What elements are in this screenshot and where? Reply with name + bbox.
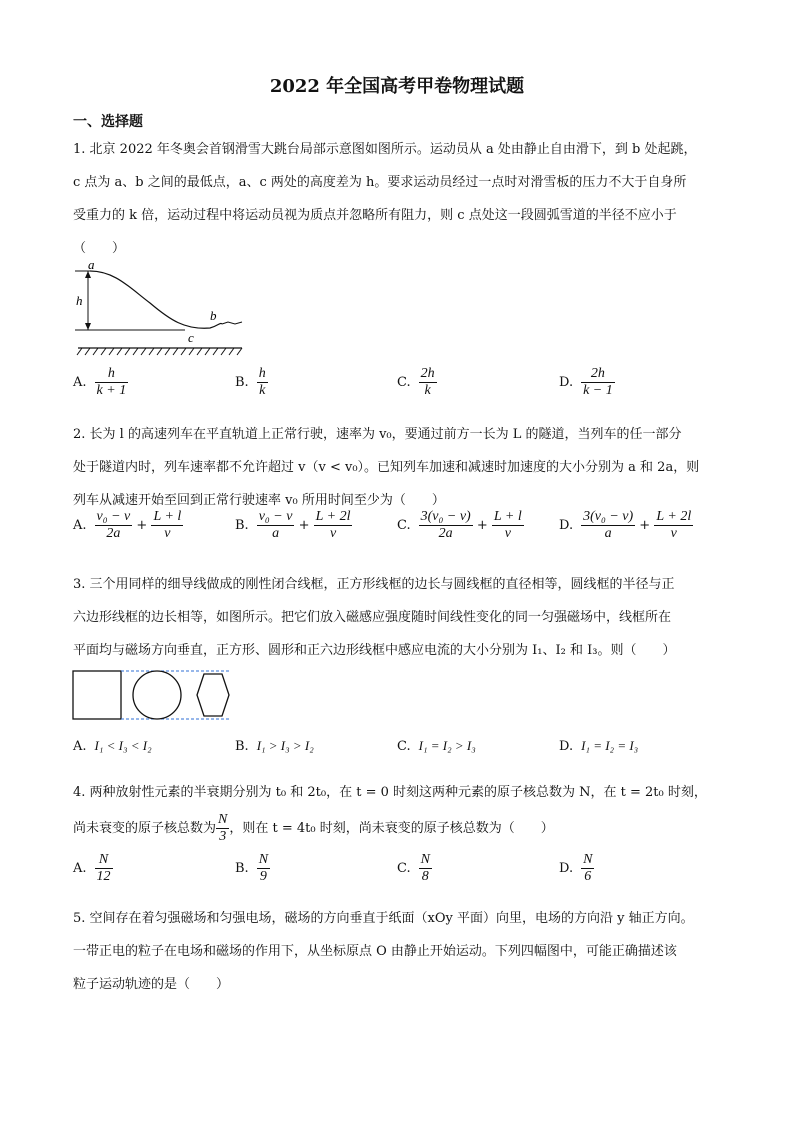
label-c: c [188,330,194,345]
option-expression: I₁ < I₃ < I₂ [94,738,152,753]
hexagon-frame [197,674,229,716]
fraction-denominator: v [329,526,337,541]
exam-title: 2022 年全国高考甲卷物理试题 [269,76,525,97]
fraction-denominator: 12 [96,869,111,884]
fraction-denominator: 6 [584,869,592,884]
option-a[interactable] [73,852,113,885]
fraction-numerator: L + l [153,509,182,524]
option-label: D. [559,739,574,754]
fraction-denominator: k + 1 [96,383,127,398]
option-b[interactable] [235,738,314,754]
fraction-numerator: h [95,366,129,383]
question-1-line: 1. 北京 2022 年冬奥会首钢滑雪大跳台局部示意图如图所示。运动员从 a 处由静止自由滑下，到 b 处起跳， [73,142,697,157]
option-label: C. [397,375,411,390]
fraction-numerator: v₀ − v [258,509,293,524]
option-label: A. [73,518,87,533]
fraction-numerator: N [258,852,269,867]
question-2-line: 处于隧道内时，列车速率都不允许超过 v（v < v₀）。已知列车加速和减速时加速度的大小分别为 a 和 2a，则 [73,460,700,475]
fraction-numerator: 2h [420,366,435,381]
wire-frames-figure [70,666,240,724]
question-3-line: 六边形线框的边长相等，如图所示。把它们放入磁感应强度随时间线性变化的同一匀强磁场中，线框所在 [73,610,672,625]
option-label: C. [397,861,411,876]
question-3-line: 3. 三个用同样的细导线做成的刚性闭合线框，正方形线框的边长与圆线框的直径相等，圆线框的半径与正 [73,577,675,592]
fraction-denominator: k [259,383,266,398]
option-label: A. [73,861,87,876]
question-2-text [73,418,723,517]
fraction-denominator: 2a [438,526,453,541]
question-5-line: 一带正电的粒子在电场和磁场的作用下，从坐标原点 O 由静止开始运动。下列四幅图中，可能正确描述该 [73,944,677,959]
option-expression: I₁ = I₂ > I₃ [418,738,476,753]
question-3-line: 平面均与磁场方向垂直，正方形、圆形和正六边形线框中感应电流的大小分别为 I₁、I₂ 和 I₃。则（ ） [73,643,676,658]
section-heading: 一、选择题 [73,114,143,130]
option-label: C. [397,518,411,533]
question-1-line: c 点为 a、b 之间的最低点，a、c 两处的高度差为 h。要求运动员经过一点时对滑雪板的压力不大于自身所 [73,175,687,190]
fraction-numerator: 3(v₀ − v) [420,509,471,524]
label-a: a [88,258,95,272]
fraction-denominator: 2a [106,526,121,541]
option-c[interactable]: C. $\frac{\text{3(v₀ − v)}}{2a}$ + $\frac{L + l}{v}$ [397,509,522,541]
fraction-numerator: L + 2l [315,509,351,524]
option-d[interactable] [559,738,638,754]
question-2-line: 列车从减速开始至回到正常行驶速率 v₀ 所用时间至少为（ ） [73,493,445,508]
fraction-numerator: L + 2l [656,509,692,524]
option-b[interactable] [235,852,270,885]
question-1-text [73,133,723,265]
option-label: C. [397,739,411,754]
question-3-text [73,568,723,667]
fraction-denominator: 9 [259,869,267,884]
option-label: D. [559,375,574,390]
question-4-line-2 [73,812,554,845]
question-2-options [73,509,733,559]
option-label: D. [559,518,574,533]
question-5-line: 5. 空间存在着匀强磁场和匀强电场，磁场的方向垂直于纸面（xOy 平面）向里，电场的方向沿 y 轴正方向。 [73,911,694,926]
option-label: B. [235,518,249,533]
circle-frame [133,671,181,719]
fraction-denominator: 3 [219,829,227,844]
fraction-denominator: a [272,526,280,541]
option-label: B. [235,861,249,876]
option-label: D. [559,861,574,876]
question-1-options [73,366,733,416]
fraction-numerator: N [583,852,593,867]
option-d[interactable] [559,852,594,885]
fraction-denominator: v [670,526,677,541]
question-2-line: 2. 长为 l 的高速列车在平直轨道上正常行驶，速率为 v₀，要通过前方一长为 L 的隧道，当列车的任一部分 [73,427,682,442]
question-4-text-pre: 尚未衰变的原子核总数为 [73,821,217,836]
fraction-denominator: k [424,383,431,398]
option-label: A. [73,739,87,754]
question-1-line: （ ） [73,241,126,256]
question-1-line: 受重力的 k 倍，运动过程中将运动员视为质点并忽略所有阻力，则 c 点处这一段圆弧雪道的半径不应小于 [73,208,677,223]
option-a[interactable]: A. $\frac{\text{v₀ − v}}{2a}$ + $\frac{L + l}{v}$ [73,509,182,541]
question-4-text-post: ，则在 t = 4t₀ 时刻，尚未衰变的原子核总数为（ ） [229,821,554,836]
ski-jump-figure [70,258,250,358]
option-expression: I₁ = I₂ = I₃ [581,738,639,753]
option-label: B. [235,739,249,754]
fraction-denominator: v [164,526,171,541]
option-label: B. [235,375,249,390]
option-d[interactable]: D. $\frac{\text{3(v₀ − v)}}{a}$ + $\frac{L + 2l}{v}$ [559,509,692,541]
square-frame [73,671,121,719]
option-d[interactable] [559,366,615,399]
question-5-line: 粒子运动轨迹的是（ ） [73,977,230,992]
option-c[interactable] [397,366,437,399]
fraction-denominator: v [504,526,511,541]
label-b: b [210,308,217,323]
question-5-text [73,902,723,1001]
option-c[interactable] [397,738,476,754]
fraction-numerator: h [258,366,266,381]
fraction-denominator: a [604,526,612,541]
option-label: A. [73,375,87,390]
fraction-numerator: N [95,852,113,869]
fraction-denominator: k − 1 [583,383,613,398]
fraction-numerator: N [218,812,228,827]
fraction-numerator: N [420,852,430,867]
option-b[interactable]: B. $\frac{\text{v₀ − v}}{a}$ + $\frac{L + 2l}{v}$ [235,509,351,541]
fraction-denominator: 8 [421,869,429,884]
question-4-options [73,852,733,902]
option-c[interactable] [397,852,432,885]
question-4-line: 4. 两种放射性元素的半衰期分别为 t₀ 和 2t₀，在 t = 0 时刻这两种元素的原子核总数为 N，在 t = 2t₀ 时刻， [73,785,707,800]
option-a[interactable] [73,366,128,399]
label-h: h [76,293,83,308]
fraction-numerator: v₀ − v [96,509,131,524]
fraction-numerator: 3(v₀ − v) [583,509,634,524]
option-a[interactable] [73,738,152,754]
question-4-text [73,776,723,809]
option-b[interactable] [235,366,268,399]
fraction-numerator: 2h [581,366,615,383]
option-expression: I₁ > I₃ > I₂ [256,738,314,753]
fraction-numerator: L + l [493,509,522,524]
